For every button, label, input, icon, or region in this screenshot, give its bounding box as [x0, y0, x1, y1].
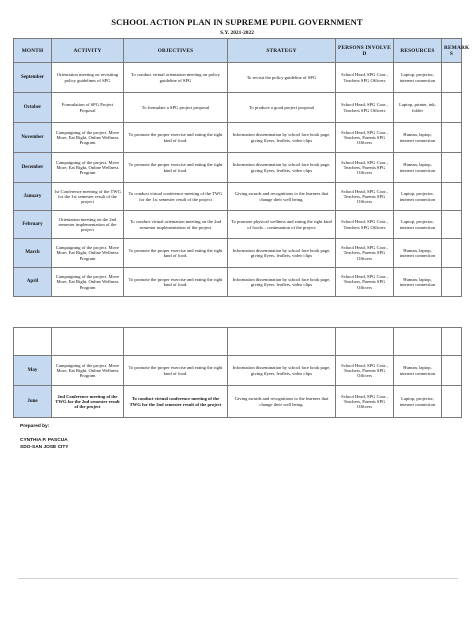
cell-resources: Human, laptop, internet connection — [394, 356, 442, 386]
header-objectives: OBJECTIVES — [124, 39, 228, 63]
table-row — [14, 123, 462, 153]
cell-persons: School Head, SPG Coor., Teachers SPG Officers — [336, 63, 394, 93]
cell-activity: Orientation meeting on revisiting policy guidelines of SPG — [52, 63, 124, 93]
cell-remarks — [442, 153, 462, 183]
cell-objectives: To promote the proper exercise and eating the right kind of food. — [124, 268, 228, 297]
cell-resources: Laptop, printer, ink, folder — [394, 93, 442, 123]
table-row — [14, 211, 462, 239]
action-plan-table — [13, 38, 470, 297]
blank-cell — [14, 328, 52, 356]
cell-month: October — [14, 93, 52, 123]
table-row — [14, 153, 462, 183]
action-plan-table-continued — [13, 327, 462, 418]
cell-remarks — [442, 183, 462, 211]
cell-remarks — [442, 63, 462, 93]
blank-cell — [336, 328, 394, 356]
blank-cell — [394, 328, 442, 356]
blank-cell — [228, 328, 336, 356]
cell-persons: School Head, SPG Coor., Teachers, Parents SPG Officers — [336, 268, 394, 297]
cell-remarks — [442, 123, 462, 153]
header-activity: ACTIVITY — [52, 39, 124, 63]
document-title: SCHOOL ACTION PLAN IN SUPREME PUPIL GOVERNMENT — [111, 17, 363, 27]
cell-objectives: To promote the proper exercise and eating the right kind of food. — [124, 239, 228, 268]
cell-resources: Laptop, projector, internet connection — [394, 211, 442, 239]
page-divider — [18, 578, 458, 579]
cell-month: February — [14, 211, 52, 239]
cell-remarks — [442, 268, 462, 297]
cell-persons: School Head, SPG Coor., Teachers, Parents SPG Officers — [336, 356, 394, 386]
cell-activity: Campaigning of the project. Move More, Eat Right, Online Wellness Program — [52, 123, 124, 153]
cell-month: September — [14, 63, 52, 93]
cell-objectives: To conduct virtual orientation meeting on the 2nd semester implementation of the project — [124, 211, 228, 239]
cell-remarks — [442, 356, 462, 386]
cell-activity: 1st Conference meeting of the TWG for the 1st semester result of the project — [52, 183, 124, 211]
blank-cell — [52, 328, 124, 356]
cell-month: March — [14, 239, 52, 268]
cell-activity: Orientation meeting on the 2nd semester implementation of the project — [52, 211, 124, 239]
cell-strategy: To promote physical wellness and eating the right kind of foods... continuation of the project — [228, 211, 336, 239]
cell-objectives: To conduct virtual conference meeting of the TWG for the 2nd semester result of the project — [124, 386, 228, 418]
cell-remarks — [442, 239, 462, 268]
blank-cell — [124, 328, 228, 356]
cell-remarks — [442, 93, 462, 123]
cell-persons: School Head, SPG Coor., Teachers, Parents SPG Officers — [336, 153, 394, 183]
cell-strategy: Information dissemination by school face book page, giving flyers, leaflets, video clips — [228, 356, 336, 386]
cell-activity: Campaigning of the project. Move More, Eat Right, Online Wellness Program — [52, 239, 124, 268]
cell-persons: School Head, SPG Coor., Teachers SPG Officers — [336, 93, 394, 123]
table-row — [14, 268, 462, 297]
table-row — [14, 239, 462, 268]
cell-objectives: To conduct virtual conference meeting of the TWG for the 1st semester result of the project — [124, 183, 228, 211]
preparer-office: SDO-SAN JOSE CITY — [20, 445, 69, 450]
cell-resources: Human, laptop, internet connection — [394, 153, 442, 183]
cell-resources: Laptop, projector, internet connection — [394, 63, 442, 93]
table-row — [14, 63, 462, 93]
header-month: MONTH — [14, 39, 52, 63]
cell-strategy: To produce a good project proposal — [228, 93, 336, 123]
cell-activity: Campaigning of the project. Move More, Eat Right, Online Wellness Program — [52, 153, 124, 183]
cell-month: December — [14, 153, 52, 183]
cell-month: November — [14, 123, 52, 153]
cell-persons: School Head, SPG Coor., Teachers, Parents SPG Officers — [336, 123, 394, 153]
cell-strategy: Giving awards and recognitions to the learners that change their well being. — [228, 386, 336, 418]
cell-strategy: Information dissemination by school face book page, giving flyers, leaflets, video clips — [228, 268, 336, 297]
table-row — [14, 356, 462, 386]
cell-strategy: To revisit the policy guideline of SPG — [228, 63, 336, 93]
cell-resources: Laptop, projector, internet connection — [394, 183, 442, 211]
header-strategy: STRATEGY — [228, 39, 336, 63]
blank-cell — [442, 328, 462, 356]
cell-strategy: Information dissemination by school face book page, giving flyers, leaflets, video clips — [228, 123, 336, 153]
prepared-by-label: Prepared by: — [20, 424, 50, 429]
cell-persons: School Head, SPG Coor., Teachers, Parents SPG Officers — [336, 239, 394, 268]
school-year: S.Y. 2021-2022 — [220, 30, 254, 36]
header-persons: PERSONS INVOLVE D — [336, 39, 394, 63]
cell-resources: Human, laptop, internet connection — [394, 123, 442, 153]
cell-month: May — [14, 356, 52, 386]
cell-persons: School Head, SPG Coor., Teachers SPG Officers — [336, 211, 394, 239]
cell-month: April — [14, 268, 52, 297]
cell-objectives: To formulate a SPG project proposal — [124, 93, 228, 123]
cell-strategy: Information dissemination by school face book page, giving flyers, leaflets, video clips — [228, 239, 336, 268]
header-resources: RESOURCES — [394, 39, 442, 63]
cell-activity: Campaigning of the project. Move More, Eat Right, Online Wellness Program — [52, 268, 124, 297]
cell-remarks — [442, 386, 462, 418]
preparer-name: CYNTHIA P. PASCUA — [20, 438, 68, 443]
cell-activity: Formulation of SPG Project Proposal — [52, 93, 124, 123]
cell-month: January — [14, 183, 52, 211]
cell-resources: Human, laptop, internet connection — [394, 268, 442, 297]
cell-objectives: To promote the proper exercise and eating the right kind of food. — [124, 356, 228, 386]
cell-objectives: To conduct virtual orientation meeting on policy guideline of SPG — [124, 63, 228, 93]
cell-objectives: To promote the proper exercise and eating the right kind of food. — [124, 153, 228, 183]
cell-month: June — [14, 386, 52, 418]
cell-resources: Laptop, projector, internet connection — [394, 386, 442, 418]
header-row — [14, 39, 462, 63]
cell-persons: School Head, SPG Coor., Teachers, Parents SPG Officers — [336, 386, 394, 418]
table-row — [14, 93, 462, 123]
table-row — [14, 183, 462, 211]
cell-persons: School Head, SPG Coor., Teachers, Parents SPG Officers — [336, 183, 394, 211]
cell-strategy: Giving awards and recognitions to the learners that change their well being. — [228, 183, 336, 211]
cell-activity: 2nd Conference meeting of the TWG for the 2nd semester result of the project — [52, 386, 124, 418]
cell-remarks — [442, 211, 462, 239]
blank-row — [14, 328, 462, 356]
table-row — [14, 386, 462, 418]
cell-activity: Campaigning of the project. Move More, Eat Right, Online Wellness Program — [52, 356, 124, 386]
cell-resources: Human, laptop, internet connection — [394, 239, 442, 268]
cell-strategy: Information dissemination by school face book page, giving flyers, leaflets, video clips — [228, 153, 336, 183]
cell-objectives: To promote the proper exercise and eating the right kind of food. — [124, 123, 228, 153]
header-remarks: REMARK S — [442, 39, 462, 63]
